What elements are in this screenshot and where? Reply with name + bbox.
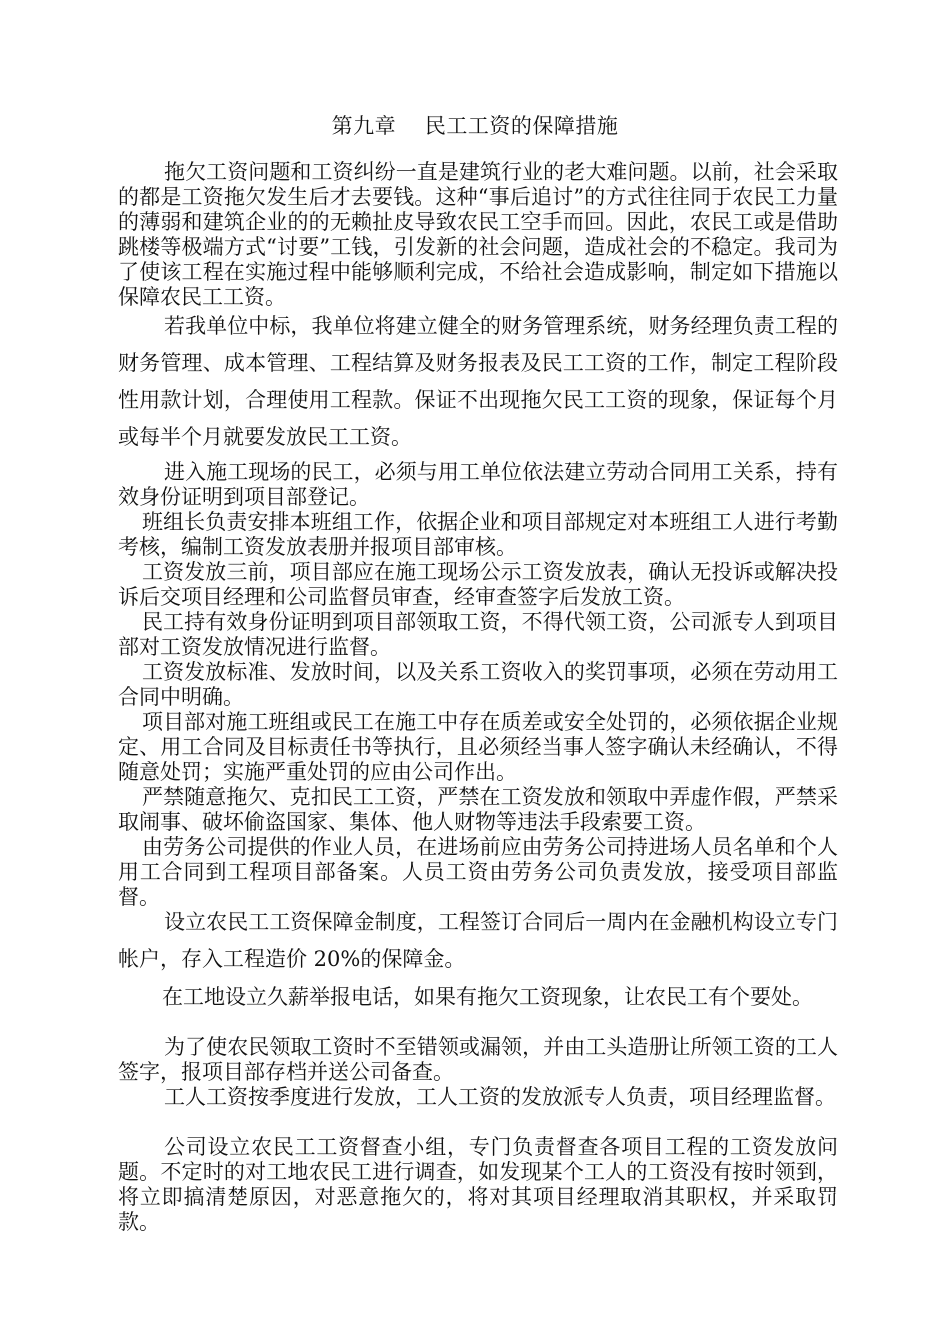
paragraph-guarantee-fund: 设立农民工工资保障金制度，工程签订合同后一周内在金融机构设立专门帐户，存入工程造价 20%的保障金。 xyxy=(118,910,838,971)
paragraph-team-leader: 班组长负责安排本班组工作，依据企业和项目部规定对本班组工人进行考勤考核，编制工资发放表册并报项目部审核。 xyxy=(118,510,838,559)
paragraph-finance-system: 若我单位中标，我单位将建立健全的财务管理系统，财务经理负责工程的财务管理、成本管理、工程结算及财务报表及民工工资的工作，制定工程阶段性用款计划，合理使用工程款。保证不出现拖欠民工工资的现象，保证每个月或每半个月就要发放民工工资。 xyxy=(118,314,838,449)
paragraph-wage-collection: 民工持有效身份证明到项目部领取工资，不得代领工资，公司派专人到项目部对工资发放情况进行监督。 xyxy=(118,610,838,659)
paragraph-quarterly-payment: 工人工资按季度进行发放，工人工资的发放派专人负责，项目经理监督。 xyxy=(164,1085,836,1109)
paragraph-penalties: 项目部对施工班组或民工在施工中存在质差或安全处罚的，必须依据企业规定、用工合同及目标责任书等执行，且必须经当事人签字确认未经确认，不得随意处罚；实施严重处罚的应由公司作出。 xyxy=(118,710,838,784)
paragraph-wage-publicity: 工资发放三前，项目部应在施工现场公示工资发放表，确认无投诉或解决投诉后交项目经理和公司监督员审查，经审查签字后发放工资。 xyxy=(118,560,838,609)
paragraph-hotline: 在工地设立久薪举报电话，如果有拖欠工资现象，让农民工有个要处。 xyxy=(162,985,813,1009)
paragraph-labor-company: 由劳务公司提供的作业人员，在进场前应由劳务公司持进场人员名单和个人用工合同到工程项目部备案。人员工资由劳务公司负责发放，接受项目部监督。 xyxy=(118,835,838,909)
paragraph-supervision-team: 公司设立农民工工资督查小组，专门负责督查各项目工程的工资发放问题。不定时的对工地农民工进行调查，如发现某个工人的工资没有按时领到，将立即搞清楚原因，对恶意拖欠的，将对其项目经理取消其职权，并采取罚款。 xyxy=(118,1135,838,1234)
paragraph-prohibitions: 严禁随意拖欠、克扣民工工资，严禁在工资发放和领取中弄虚作假，严禁采取闹事、破坏偷盗国家、集体、他人财物等违法手段索要工资。 xyxy=(118,785,838,834)
paragraph-signature-register: 为了使农民领取工资时不至错领或漏领，并由工头造册让所领工资的工人签字，报项目部存档并送公司备查。 xyxy=(118,1035,838,1084)
paragraph-labor-contract: 进入施工现场的民工，必须与用工单位依法建立劳动合同用工关系，持有效身份证明到项目部登记。 xyxy=(118,460,838,509)
chapter-title: 第九章 民工工资的保障措施 xyxy=(331,114,619,138)
paragraph-wage-standard: 工资发放标准、发放时间，以及关系工资收入的奖罚事项，必须在劳动用工合同中明确。 xyxy=(118,660,838,709)
paragraph-intro: 拖欠工资问题和工资纠纷一直是建筑行业的老大难问题。以前，社会采取的都是工资拖欠发生后才去要钱。这种“事后追讨”的方式往往同于农民工力量的薄弱和建筑企业的的无赖扯皮导致农民工空手而回。因此，农民工或是借助跳楼等极端方式“讨要”工钱，引发新的社会问题，造成社会的不稳定。我司为了使该工程在实施过程中能够顺利完成，不给社会造成影响，制定如下措施以保障农民工工资。 xyxy=(118,160,838,309)
